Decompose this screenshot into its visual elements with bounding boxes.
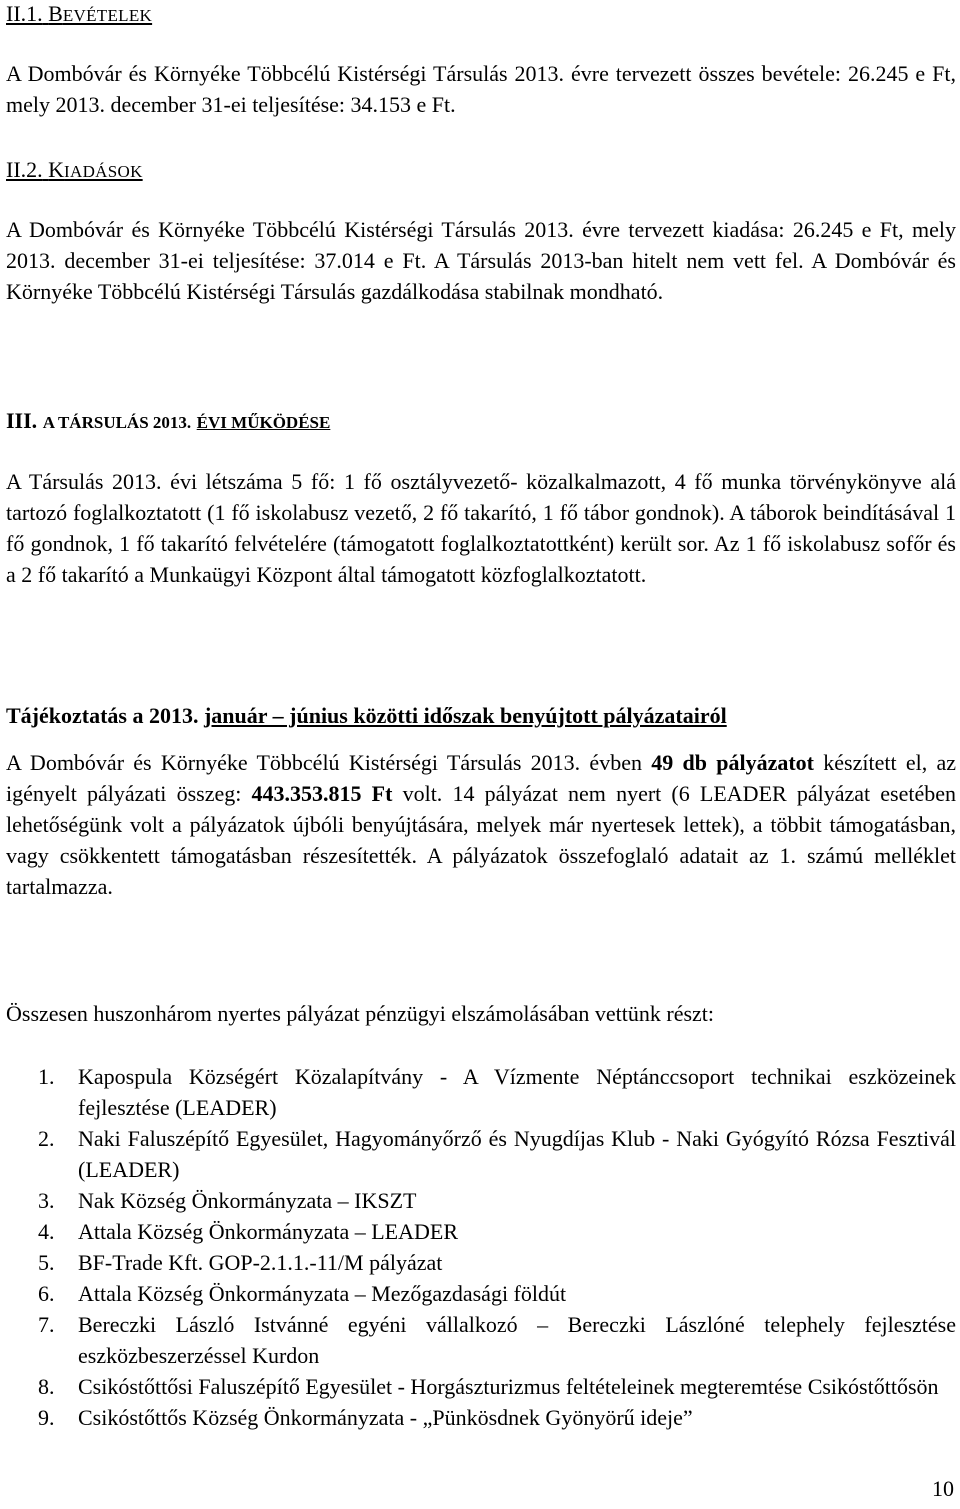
list-item	[6, 1402, 956, 1433]
expense-paragraph: A Dombóvár és Környéke Többcélú Kistérségi Társulás 2013. évre tervezett kiadása: 26.245 e Ft, mely 2013. december 31-ei teljesítése: 37.014 e Ft. A Társulás 2013-ban hitelt nem vett fel. A Dombóvár és Környéke Többcélú Kistérségi Társulás gazdálkodása stabilnak mondható.	[6, 217, 956, 304]
income-section-title: II.1. BEVÉTELEK	[6, 1, 153, 26]
list-item-text: Kapospula Községért Közalapítvány - A Vízmente Néptánccsoport technikai eszközeinek fejlesztése (LEADER)	[78, 1064, 956, 1120]
list-item-number: 3.	[38, 1188, 55, 1213]
list-item-text: Csikóstőttős Község Önkormányzata - „Pünkösdnek Gyönyörű ideje”	[78, 1405, 693, 1430]
applications-paragraph: A Dombóvár és Környéke Többcélú Kistérségi Társulás 2013. évben 49 db pályázatot készített el, az igényelt pályázati összeg: 443.353.815 Ft volt. 14 pályázat nem nyert (6 LEADER pályázat esetében lehetőségünk volt a pályázatok újbóli benyújtására, melyek már nyertesek lettek), a többit támogatásban, vagy csökkentett támogatásban részesítették. A pályázatok összefoglaló adatait az 1. számú melléklet tartalmazza.	[6, 750, 957, 899]
list-item	[6, 1216, 956, 1247]
winners-intro: Összesen huszonhárom nyertes pályázat pénzügyi elszámolásában vettünk részt:	[6, 1001, 715, 1026]
list-item	[6, 1185, 956, 1216]
operation-paragraph: A Társulás 2013. évi létszáma 5 fő: 1 fő osztályvezető- közalkalmazott, 4 fő munka törvénykönyve alá tartozó foglalkoztatott (1 fő iskolabusz vezető, 2 fő takarító, 1 fő tábor gondnok). A táborok beindításával 1 fő gondnok, 1 fő takarító felvételére (támogatott foglalkoztatottként) került sor. Az 1 fő iskolabusz sofőr és a 2 fő takarító a Munkaügyi Központ által támogatott közfoglalkoztatott.	[6, 469, 956, 587]
applications-heading: Tájékoztatás a 2013. január – június közötti időszak benyújtott pályázatairól	[6, 703, 727, 728]
winners-list	[6, 1061, 956, 1433]
list-item-text: Bereczki László Istvánné egyéni vállalkozó – Bereczki Lászlóné telephely fejlesztése eszközbeszerzéssel Kurdon	[78, 1312, 956, 1368]
page-number: 10	[932, 1476, 954, 1501]
list-item	[6, 1278, 956, 1309]
list-item-text: Attala Község Önkormányzata – LEADER	[78, 1219, 458, 1244]
list-item	[6, 1123, 956, 1185]
expense-section-title: II.2. KIADÁSOK	[6, 157, 143, 182]
list-item-number: 9.	[38, 1405, 55, 1430]
list-item-text: Naki Faluszépítő Egyesület, Hagyományőrző és Nyugdíjas Klub - Naki Gyógyító Rózsa Fesztivál (LEADER)	[78, 1126, 956, 1182]
list-item	[6, 1061, 956, 1123]
list-item-text: Nak Község Önkormányzata – IKSZT	[78, 1188, 417, 1213]
list-item-number: 1.	[38, 1064, 55, 1089]
list-item-text: BF-Trade Kft. GOP-2.1.1.-11/M pályázat	[78, 1250, 443, 1275]
list-item-number: 4.	[38, 1219, 55, 1244]
list-item-text: Csikóstőttősi Faluszépítő Egyesület - Horgászturizmus feltételeinek megteremtése Csikóstőttősön	[78, 1374, 939, 1399]
list-item-number: 5.	[38, 1250, 55, 1275]
list-item-number: 2.	[38, 1126, 55, 1151]
list-item-number: 8.	[38, 1374, 55, 1399]
list-item	[6, 1309, 956, 1371]
income-paragraph: A Dombóvár és Környéke Többcélú Kistérségi Társulás 2013. évre tervezett összes bevétele: 26.245 e Ft, mely 2013. december 31-ei teljesítése: 34.153 e Ft.	[6, 61, 956, 117]
list-item	[6, 1371, 956, 1402]
list-item-text: Attala Község Önkormányzata – Mezőgazdasági földút	[78, 1281, 567, 1306]
list-item	[6, 1247, 956, 1278]
list-item-number: 6.	[38, 1281, 55, 1306]
operation-section-title: III. A TÁRSULÁS 2013. ÉVI MŰKÖDÉSE	[6, 408, 331, 433]
list-item-number: 7.	[38, 1312, 55, 1337]
